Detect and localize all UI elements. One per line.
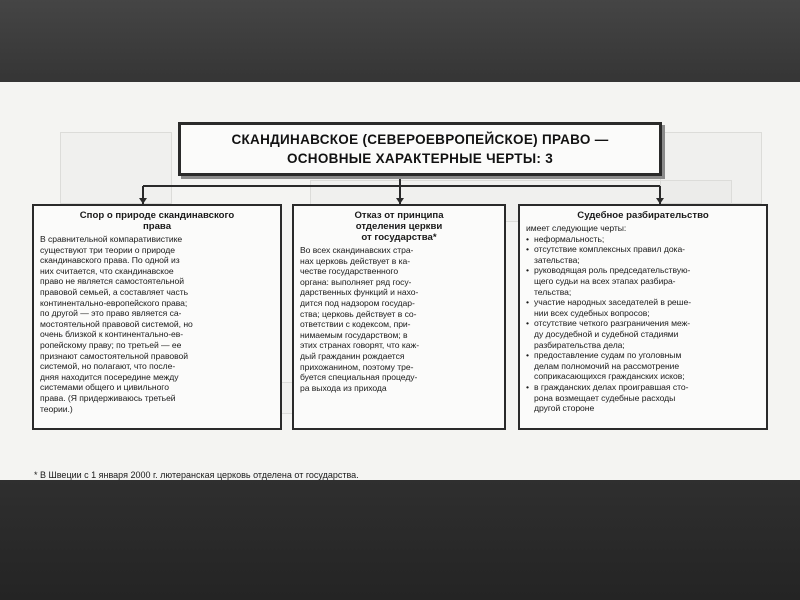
mid-box-line: Во всех скандинавских стра- xyxy=(300,245,414,255)
list-item-line: предоставление судам по уголовным xyxy=(534,350,682,361)
left-box-title-line: Спор о природе скандинавского xyxy=(79,210,235,221)
bullet-icon: • xyxy=(526,297,530,308)
list-item xyxy=(526,382,760,414)
list-item-line: делам полномочий на рассмотрение xyxy=(534,360,680,371)
left-box-line: скандинавского права. По одной из xyxy=(40,255,180,266)
left-box-line: право не является самостоятельной xyxy=(40,276,184,287)
list-item-line: соприкасающихся гражданских исков; xyxy=(534,371,685,382)
list-item-line: рона возмещает судебные расходы xyxy=(534,392,676,403)
list-item-line: разбирательства дела; xyxy=(534,339,625,350)
left-box-line: ропейскому праву; по третьей — ее xyxy=(40,339,182,350)
mid-box-title-line: отделения церкви xyxy=(355,221,443,232)
list-item xyxy=(526,234,760,245)
left-box-line: существуют три теории о природе xyxy=(40,244,175,255)
left-box-title-line: права xyxy=(142,221,172,232)
left-box-line: по другой — это право является са- xyxy=(40,308,182,319)
slide-frame-top xyxy=(0,0,800,82)
mid-box-line: дится под надзором государ- xyxy=(300,297,415,308)
left-box-line: теории.) xyxy=(40,403,73,414)
left-box-line: системами общего и цивильного xyxy=(40,382,169,393)
list-item xyxy=(526,318,760,350)
left-box-line: системой, но полагают, что после- xyxy=(40,361,176,372)
list-item xyxy=(526,350,760,382)
left-box-line: континентально-европейского права; xyxy=(40,297,188,308)
bullet-icon: • xyxy=(526,381,530,392)
list-item-line: руководящая роль председательствую- xyxy=(534,265,691,276)
list-item xyxy=(526,297,760,318)
list-item-line: в гражданских делах проигравшая сто- xyxy=(534,381,689,392)
mid-box-title-line: от государства* xyxy=(361,232,437,243)
list-item-line: тельства; xyxy=(534,286,572,297)
list-item-line: неформальность; xyxy=(534,233,605,244)
bullet-icon: • xyxy=(526,350,530,361)
left-box-line: дняя находится посередине между xyxy=(40,371,179,382)
mid-box-line: ответствии с кодексом, при- xyxy=(300,319,411,330)
mid-box-line: честве государственного xyxy=(300,266,399,277)
left-box-line: В сравнительной компаративистике xyxy=(40,234,183,244)
left-box-line: права. (Я придерживаюсь третьей xyxy=(40,392,176,403)
bullet-icon: • xyxy=(526,233,530,244)
left-box-line: очень близкой к континентально-ев- xyxy=(40,329,184,340)
slide-frame-bottom xyxy=(0,480,800,600)
mid-box-line: буется специальная процеду- xyxy=(300,372,418,383)
mid-box-line: дарственных функций и нахо- xyxy=(300,287,419,298)
header-line-1: СКАНДИНАВСКОЕ (СЕВЕРОЕВРОПЕЙСКОЕ) ПРАВО — xyxy=(231,132,609,147)
mid-box-line: прихожанином, поэтому тре- xyxy=(300,361,414,372)
list-item xyxy=(526,265,760,297)
diagram-header-box xyxy=(178,122,662,176)
header-line-2: ОСНОВНЫЕ ХАРАКТЕРНЫЕ ЧЕРТЫ: 3 xyxy=(286,151,554,166)
list-item-line: нии всех судебных вопросов; xyxy=(534,307,650,318)
left-box-title xyxy=(40,210,274,232)
list-item-line: ду досудебной и судебной стадиями xyxy=(534,328,679,339)
left-box-nature-dispute xyxy=(32,204,282,430)
right-box-intro: имеет следующие черты: xyxy=(526,223,627,233)
list-item-line: другой стороне xyxy=(534,403,595,414)
list-item-line: отсутствие комплексных правил дока- xyxy=(534,244,685,255)
left-box-line: них считается, что скандинавское xyxy=(40,265,174,276)
mid-box-title-line: Отказ от принципа xyxy=(354,210,444,221)
mid-box-line: этих странах говорят, что каж- xyxy=(300,340,420,351)
left-box-line: признают самостоятельной правовой xyxy=(40,350,189,361)
list-item-line: участие народных заседателей в реше- xyxy=(534,297,692,308)
list-item-line: щего судьи на всех этапах разбира- xyxy=(534,275,676,286)
left-box-line: мостоятельной правовой системой, но xyxy=(40,318,193,329)
list-item-line: отсутствие четкого разграничения меж- xyxy=(534,318,691,329)
mid-box-line: нимаемым государством; в xyxy=(300,329,408,340)
mid-box-line: дый гражданин рождается xyxy=(300,350,405,361)
mid-box-line: ра выхода из прихода xyxy=(300,382,387,393)
bullet-icon: • xyxy=(526,244,530,255)
mid-box-line: органа: выполняет ряд госу- xyxy=(300,276,412,287)
bullet-icon: • xyxy=(526,318,530,329)
mid-box-title xyxy=(300,210,498,243)
right-box-title: Судебное разбирательство xyxy=(577,210,709,221)
right-box-court-proceedings xyxy=(518,204,768,430)
mid-box-line: нах церковь действует в ка- xyxy=(300,255,411,266)
mid-box-line: ства; церковь действует в со- xyxy=(300,308,417,319)
middle-box-church-state xyxy=(292,204,506,430)
list-item-line: зательства; xyxy=(534,254,580,265)
footnote: * В Швеции с 1 января 2000 г. лютеранская церковь отделена от государства. xyxy=(34,470,359,480)
left-box-line: правовой семьей, а составляет часть xyxy=(40,286,189,297)
bullet-icon: • xyxy=(526,265,530,276)
list-item xyxy=(526,244,760,265)
